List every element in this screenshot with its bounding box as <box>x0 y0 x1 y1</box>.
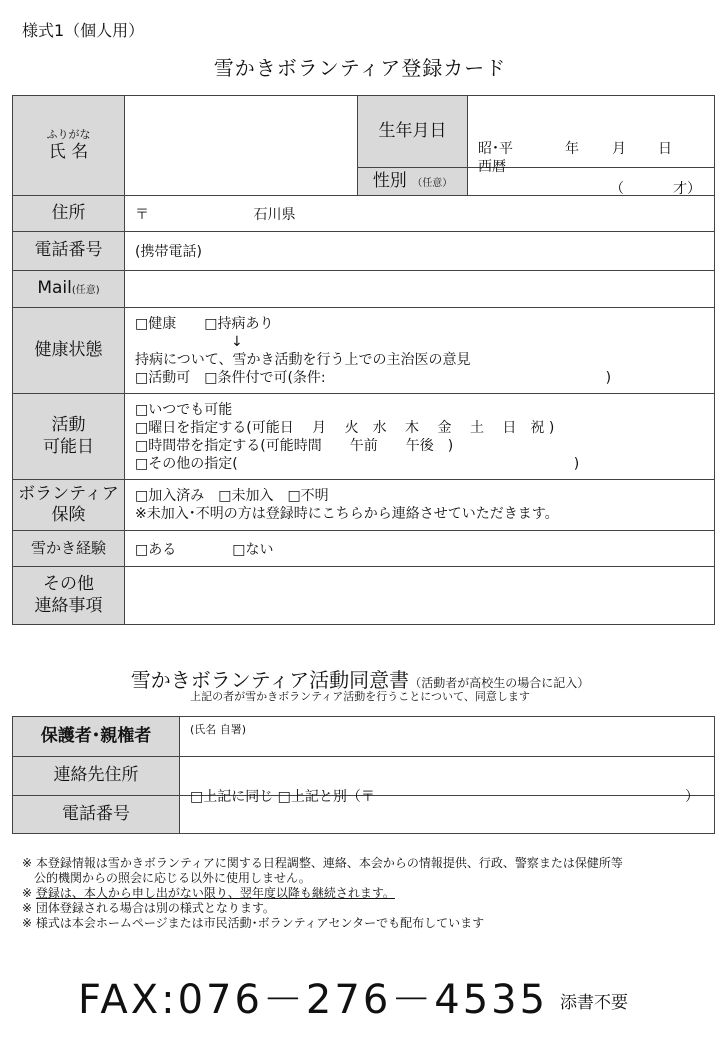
prefecture: 石川県 <box>253 206 296 223</box>
availability-line-4: □その他の指定( ) <box>135 455 580 472</box>
consent-address-options: □上記に同じ □上記と別（〒 <box>190 789 375 805</box>
birth-label: 生年月日 <box>358 96 468 168</box>
name-label: 氏 名 <box>48 142 89 163</box>
note-2-text: 登録は、本人から申し出がない限り、翌年度以降も継続されます。 <box>35 886 395 900</box>
consent-address-label: 連絡先住所 <box>13 757 180 796</box>
experience-field[interactable] <box>125 531 715 567</box>
fax-note: 添書不要 <box>560 993 628 1013</box>
note-3: ※ 団体登録される場合は別の様式となります。 <box>22 901 275 915</box>
phone-field[interactable] <box>125 232 715 271</box>
note-4: ※ 様式は本会ホームページまたは市民活動･ボランティアセンターでも配布しています <box>22 916 485 930</box>
form-id: 様式1（個人用） <box>22 21 145 40</box>
birth-month-unit: 月 <box>612 140 626 157</box>
note-1-cont: 公的機関からの照会に応じる以外に使用しません。 <box>22 871 311 885</box>
health-label: 健康状態 <box>13 308 125 394</box>
availability-label-1: 活動 <box>51 415 86 436</box>
phone-hint: (携帯電話) <box>135 244 202 260</box>
availability-label-cell <box>13 394 125 480</box>
gender-optional: （任意） <box>412 177 453 189</box>
birth-era: 昭･平 <box>478 140 513 157</box>
mail-field[interactable] <box>125 271 715 308</box>
consent-table <box>12 716 715 834</box>
insurance-line-2: ※未加入･不明の方は登録時にこちらから連絡させていただきます。 <box>135 506 559 522</box>
experience-label: 雪かき経験 <box>13 531 125 567</box>
mail-optional: (任意) <box>71 285 100 297</box>
age-open: （ <box>610 180 624 197</box>
other-label-cell <box>13 567 125 625</box>
note-1: ※ 本登録情報は雪かきボランティアに関する日程調整、連絡、本会からの情報提供、行政、警察または保健所等 <box>22 856 623 870</box>
name-field[interactable] <box>125 96 358 196</box>
fax-number: FAX:076－276－4535 <box>78 977 549 1023</box>
availability-line-2: □曜日を指定する(可能日 月 火 水 木 金 土 日 祝 ) <box>135 419 555 436</box>
other-label-2: 連絡事項 <box>34 595 103 616</box>
note-2 <box>22 886 712 901</box>
health-line-3: □活動可 □条件付で可(条件: ) <box>135 369 612 386</box>
insurance-label-1: ボランティア <box>18 483 119 504</box>
notes <box>22 856 712 931</box>
experience-options: □ある □ない <box>135 541 274 558</box>
health-line-1: □健康 □持病あり <box>135 315 274 332</box>
age-close: 才） <box>673 180 701 197</box>
note-2-prefix: ※ <box>22 886 36 900</box>
birth-field[interactable] <box>468 96 715 197</box>
health-arrow: ↓ <box>231 333 243 350</box>
birth-year-unit: 年 <box>565 140 579 157</box>
availability-label-2: 可能日 <box>43 436 94 457</box>
consent-address-close: ） <box>685 789 699 805</box>
availability-line-3: □時間帯を指定する(可能時間 午前 午後 ) <box>135 437 454 454</box>
health-field[interactable] <box>125 308 715 394</box>
birth-day-unit: 日 <box>658 140 672 157</box>
registration-table <box>12 95 715 625</box>
guardian-field[interactable] <box>180 717 715 757</box>
guardian-hint: (氏名 自署) <box>190 723 247 736</box>
availability-line-1: □いつでも可能 <box>135 401 233 418</box>
page-title: 雪かきボランティア登録カード <box>213 56 507 80</box>
health-line-2: 持病について、雪かき活動を行う上での主治医の意見 <box>135 351 471 368</box>
postal-mark: 〒 <box>135 206 149 223</box>
address-field[interactable] <box>125 196 715 232</box>
insurance-label-2: 保険 <box>51 505 86 525</box>
insurance-line-1: □加入済み □未加入 □不明 <box>135 488 329 504</box>
consent-subtitle: 上記の者が雪かきボランティア活動を行うことについて、同意します <box>190 690 530 703</box>
consent-phone-label: 電話番号 <box>13 796 180 834</box>
phone-label: 電話番号 <box>13 232 125 271</box>
guardian-label: 保護者･親権者 <box>13 717 180 757</box>
furigana-label: ふりがな <box>46 127 91 141</box>
consent-address-field[interactable] <box>180 757 715 805</box>
mail-label-cell <box>13 271 125 308</box>
insurance-field[interactable] <box>125 480 715 531</box>
other-field[interactable] <box>125 567 715 625</box>
name-label-cell <box>13 96 125 196</box>
mail-label: Mail <box>37 278 72 299</box>
gender-label-cell <box>358 168 468 196</box>
address-label: 住所 <box>13 196 125 232</box>
insurance-label-cell <box>13 480 125 531</box>
consent-title-text: 雪かきボランティア活動同意書 <box>130 668 410 692</box>
consent-title-note: （活動者が高校生の場合に記入） <box>409 676 590 690</box>
birth-western: 西暦 <box>478 158 506 175</box>
other-label-1: その他 <box>43 574 94 595</box>
availability-field[interactable] <box>125 394 715 480</box>
gender-label: 性別 <box>372 170 407 191</box>
